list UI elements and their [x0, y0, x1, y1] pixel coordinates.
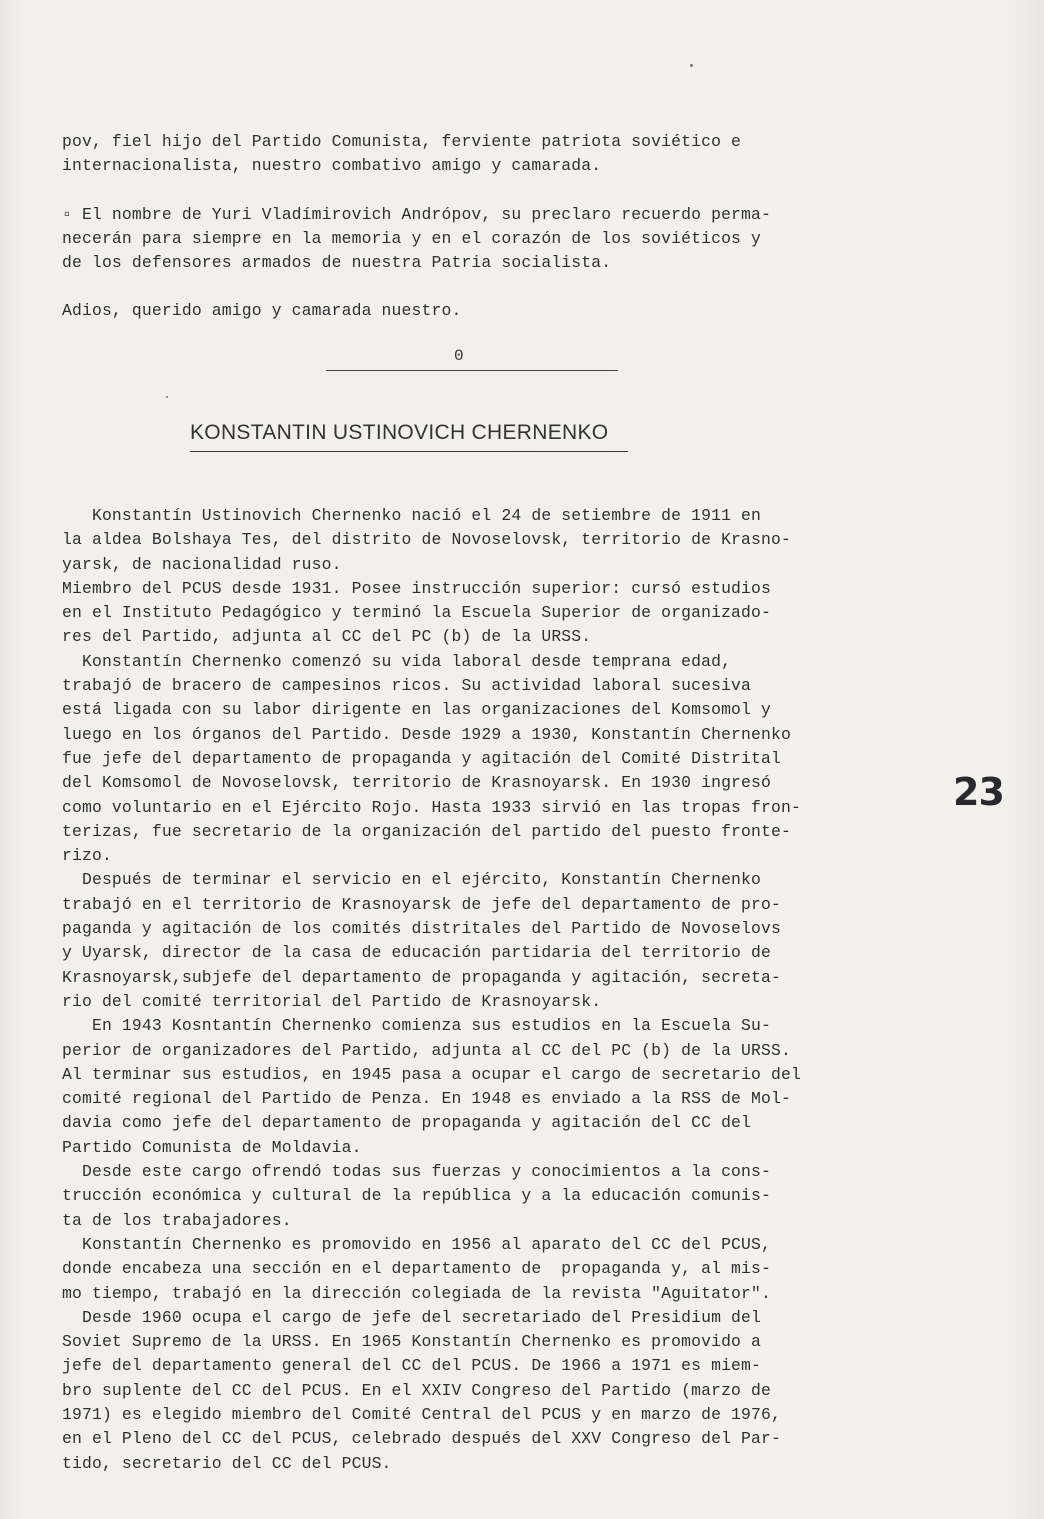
intro-line: de los defensores armados de nuestra Patria socialista.	[62, 253, 612, 273]
section-heading: KONSTANTIN USTINOVICH CHERNENKO	[190, 421, 628, 452]
bio-line: tido, secretario del CC del PCUS.	[62, 1453, 392, 1473]
bio-line: trucción económica y cultural de la república y a la educación comunis-	[62, 1186, 772, 1206]
bio-line: trabajó en el territorio de Krasnoyarsk de jefe del departamento de pro-	[62, 894, 781, 914]
paper-speck	[166, 396, 168, 398]
bio-line: Desde 1960 ocupa el cargo de jefe del secretariado del Presidium del	[62, 1307, 762, 1327]
bio-line: davia como jefe del departamento de propaganda y agitación del CC del	[62, 1113, 752, 1133]
bio-line: terizas, fue secretario de la organización del partido del puesto fronte-	[62, 821, 791, 841]
bio-line: perior de organizadores del Partido, adjunta al CC del PC (b) de la URSS.	[62, 1040, 791, 1060]
bio-line: donde encabeza una sección en el departamento de propaganda y, al mis-	[62, 1259, 772, 1279]
bio-line: está ligada con su labor dirigente en las organizaciones del Komsomol y	[62, 700, 772, 720]
bio-line: del Komsomol de Novoselovsk, territorio de Krasnoyarsk. En 1930 ingresó	[62, 773, 772, 793]
bio-line: ta de los trabajadores.	[62, 1210, 292, 1230]
bio-line: Konstantín Chernenko es promovido en 1956 al aparato del CC del PCUS,	[62, 1234, 772, 1254]
bio-line: Konstantín Chernenko comenzó su vida laboral desde temprana edad,	[62, 651, 732, 671]
bio-line: rio del comité territorial del Partido de Krasnoyarsk.	[62, 991, 602, 1011]
intro-line: necerán para siempre en la memoria y en el corazón de los soviéticos y	[62, 228, 762, 248]
paragraph-gap	[62, 275, 771, 299]
bio-line: jefe del departamento general del CC del PCUS. De 1966 a 1971 es miem-	[62, 1356, 762, 1376]
bio-line: Al terminar sus estudios, en 1945 pasa a ocupar el cargo de secretario del	[62, 1064, 801, 1084]
bio-line: En 1943 Kosntantín Chernenko comienza sus estudios en la Escuela Su-	[62, 1016, 772, 1036]
paper-speck	[690, 64, 693, 67]
bio-line: bro suplente del CC del PCUS. En el XXIV Congreso del Partido (marzo de	[62, 1380, 772, 1400]
bio-line: como voluntario en el Ejército Rojo. Hasta 1933 sirvió en las tropas fron-	[62, 797, 801, 817]
bio-line: en el Pleno del CC del PCUS, celebrado después del XXV Congreso del Par-	[62, 1429, 781, 1449]
bio-line: Partido Comunista de Moldavia.	[62, 1137, 362, 1157]
bio-line: Miembro del PCUS desde 1931. Posee instrucción superior: cursó estudios	[62, 578, 772, 598]
page-number: 23	[953, 770, 1004, 814]
separator-rule	[326, 370, 618, 371]
separator-mark: 0	[454, 347, 464, 365]
intro-line: pov, fiel hijo del Partido Comunista, ferviente patriota soviético e	[62, 132, 742, 151]
bio-line: fue jefe del departamento de propaganda y agitación del Comité Distrital	[62, 748, 781, 768]
bio-line: la aldea Bolshaya Tes, del distrito de Novoselovsk, territorio de Krasno-	[62, 530, 791, 550]
bio-line: res del Partido, adjunta al CC del PC (b) de la URSS.	[62, 627, 592, 647]
section-separator	[326, 347, 618, 371]
bio-line: Soviet Supremo de la URSS. En 1965 Konstantín Chernenko es promovido a	[62, 1332, 762, 1352]
bio-line: yarsk, de nacionalidad ruso.	[62, 554, 342, 574]
bio-line: Konstantín Ustinovich Chernenko nació el 24 de setiembre de 1911 en	[62, 506, 762, 525]
biography-text	[62, 504, 801, 1476]
bio-line: comité regional del Partido de Penza. En 1948 es enviado a la RSS de Mol-	[62, 1089, 791, 1109]
bio-line: luego en los órganos del Partido. Desde 1929 a 1930, Konstantín Chernenko	[62, 724, 791, 744]
bio-line: Desde este cargo ofrendó todas sus fuerzas y conocimientos a la cons-	[62, 1162, 772, 1182]
bio-line: Krasnoyarsk,subjefe del departamento de propaganda y agitación, secreta-	[62, 967, 781, 987]
bio-line: en el Instituto Pedagógico y terminó la Escuela Superior de organizado-	[62, 603, 772, 623]
intro-paragraphs	[62, 130, 771, 324]
bio-line: rizo.	[62, 846, 112, 866]
intro-line: ▫ El nombre de Yuri Vladímirovich Andrópov, su preclaro recuerdo perma-	[62, 204, 772, 224]
intro-line: internacionalista, nuestro combativo amigo y camarada.	[62, 156, 602, 176]
bio-line: trabajó de bracero de campesinos ricos. Su actividad laboral sucesiva	[62, 676, 752, 696]
bio-line: mo tiempo, trabajó en la dirección colegiada de la revista "Aguitator".	[62, 1283, 772, 1303]
bio-line: paganda y agitación de los comités distritales del Partido de Novoselovs	[62, 919, 781, 939]
paragraph-gap	[62, 179, 771, 203]
bio-line: 1971) es elegido miembro del Comité Central del PCUS y en marzo de 1976,	[62, 1404, 781, 1424]
intro-line: Adios, querido amigo y camarada nuestro.	[62, 301, 462, 321]
bio-line: Después de terminar el servicio en el ejército, Konstantín Chernenko	[62, 870, 762, 890]
bio-line: y Uyarsk, director de la casa de educación partidaria del territorio de	[62, 943, 772, 963]
